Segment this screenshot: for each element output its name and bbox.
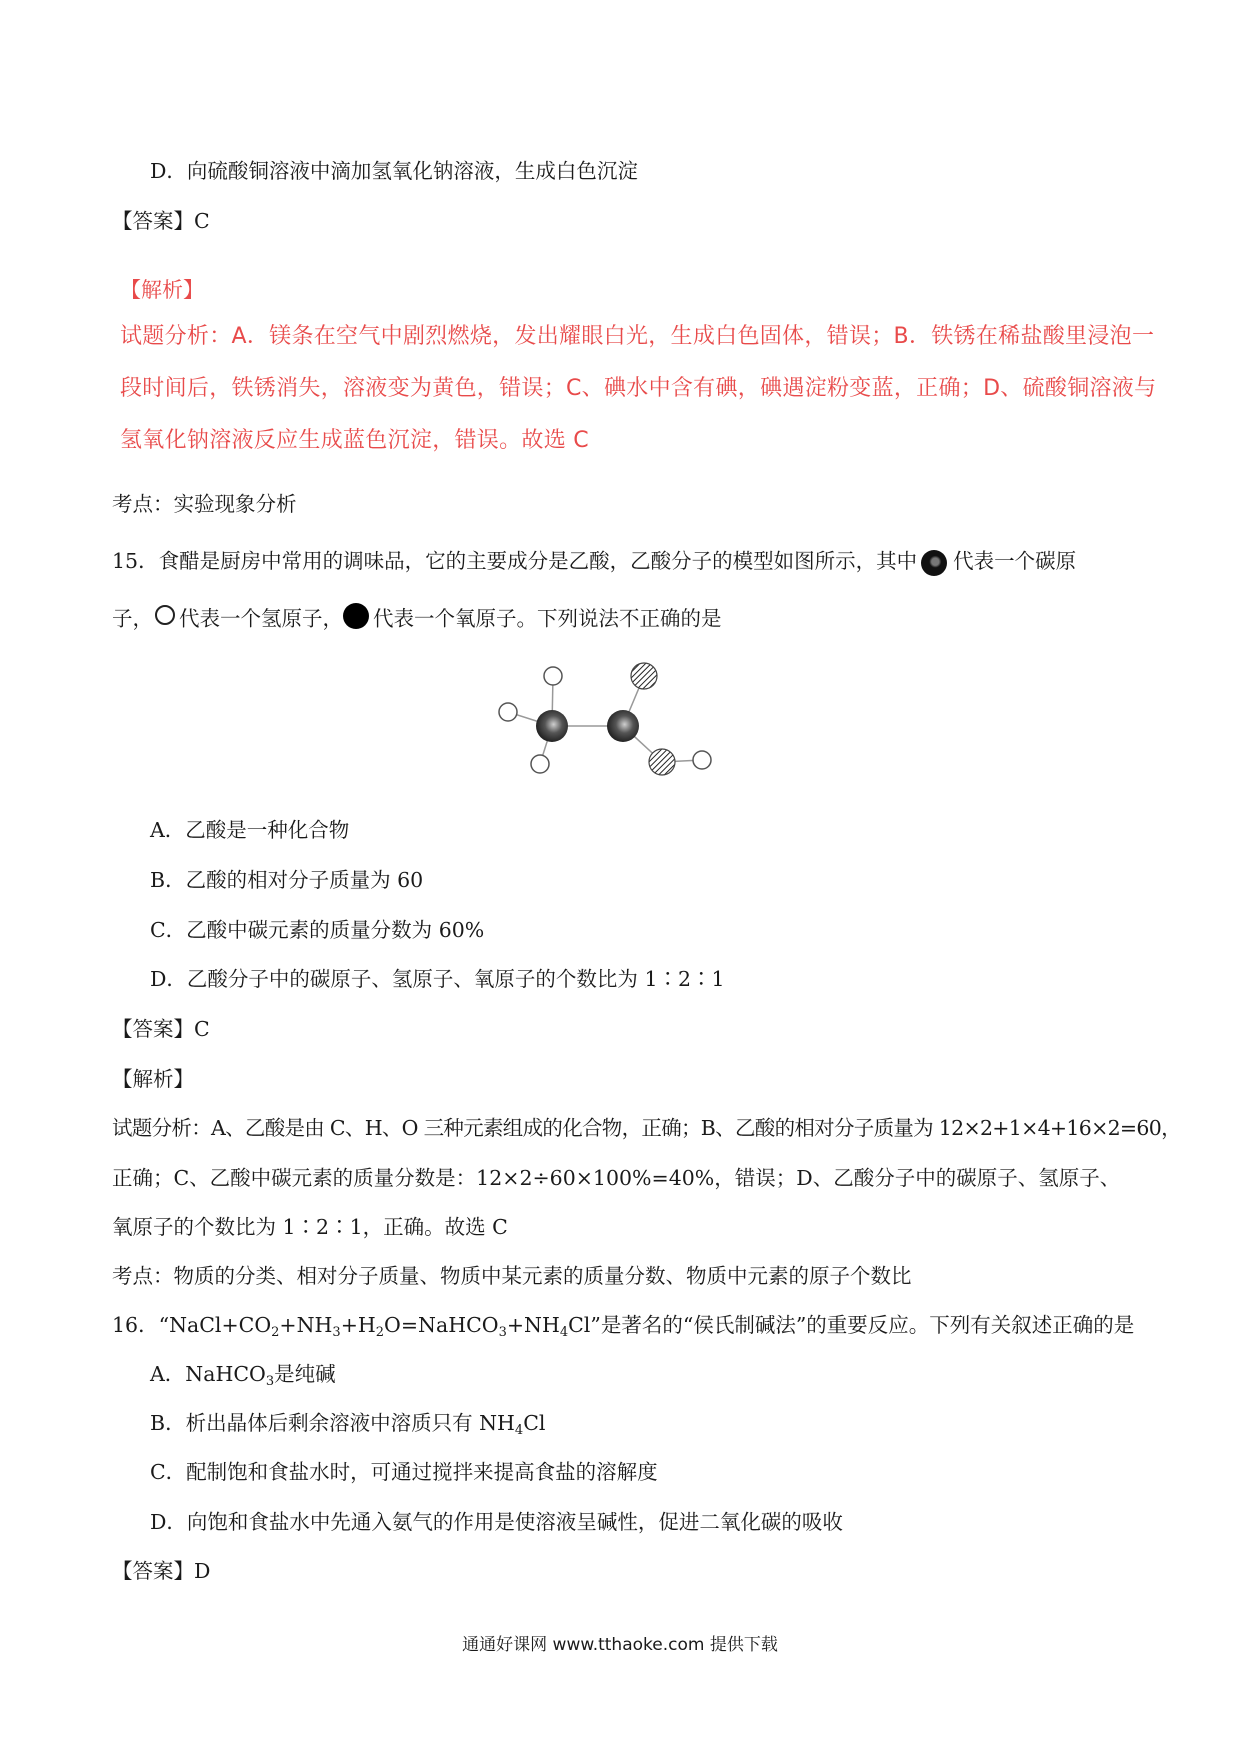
- q15-stem-line1: [112, 546, 1076, 576]
- q14-analysis-line: 段时间后，铁锈消失，溶液变为黄色，错误；C、碘水中含有碘，碘遇淀粉变蓝，正确；D、硫酸铜溶液与: [120, 376, 1157, 401]
- molecule-hydrogen-atom: [499, 703, 517, 721]
- q14-kaodian: 考点：实验现象分析: [112, 492, 297, 516]
- molecule-hydrogen-atom: [544, 667, 562, 685]
- page-footer: 通通好课网 www.tthaoke.com 提供下载: [462, 1635, 778, 1655]
- q16-stem-text: O=NaHCO: [384, 1313, 499, 1337]
- molecule-oxygen-atom: [649, 749, 675, 775]
- q16-option-text: 是纯碱: [274, 1362, 336, 1386]
- subscript: 3: [265, 1374, 275, 1389]
- q16-option-text: A．NaHCO: [150, 1362, 266, 1386]
- subscript: 4: [559, 1325, 569, 1340]
- q16-answer: 【答案】D: [112, 1559, 211, 1583]
- q15-option-c: C．乙酸中碳元素的质量分数为 60%: [150, 918, 485, 942]
- q14-option-d: D．向硫酸铜溶液中滴加氢氧化钠溶液，生成白色沉淀: [150, 159, 638, 183]
- q16-stem-text: +NH: [506, 1313, 560, 1337]
- q14-analysis-head: 【解析】: [120, 278, 204, 302]
- q16-option-d: D．向饱和食盐水中先通入氨气的作用是使溶液呈碱性，促进二氧化碳的吸收: [150, 1510, 843, 1534]
- q15-option-d: D．乙酸分子中的碳原子、氢原子、氧原子的个数比为 1∶2∶1: [150, 967, 725, 991]
- q15-analysis-line: 氧原子的个数比为 1∶2∶1，正确。故选 C: [112, 1215, 508, 1239]
- q16-stem-text: +NH: [279, 1313, 333, 1337]
- q15-answer: 【答案】C: [112, 1017, 210, 1041]
- hydrogen-atom-icon: [155, 605, 175, 625]
- q15-stem-text: 子，: [112, 606, 153, 631]
- subscript: 2: [271, 1325, 280, 1340]
- molecule-carbon-atom: [536, 710, 568, 742]
- subscript: 3: [498, 1325, 507, 1340]
- q15-stem-text: 代表一个氢原子，: [179, 606, 343, 631]
- q15-analysis-line: 试题分析：A、乙酸是由 C、H、O 三种元素组成的化合物，正确；B、乙酸的相对分子质量为 12×2+1×4+16×2=60，: [112, 1116, 1181, 1140]
- subscript: 4: [514, 1423, 524, 1438]
- q16-stem: [112, 1310, 1134, 1340]
- q14-analysis-line: 氢氧化钠溶液反应生成蓝色沉淀，错误。故选 C: [120, 428, 589, 453]
- q15-analysis-line: 正确；C、乙酸中碳元素的质量分数是：12×2÷60×100%=40%，错误；D、乙酸分子中的碳原子、氢原子、: [112, 1166, 1121, 1190]
- q15-stem-line2: [112, 603, 722, 637]
- q16-stem-text: 16．“NaCl+CO: [112, 1313, 272, 1337]
- q15-option-a: A．乙酸是一种化合物: [150, 818, 350, 842]
- oxygen-atom-icon: [343, 603, 369, 629]
- q16-stem-text: +H: [340, 1313, 376, 1337]
- molecule-hydrogen-atom: [531, 755, 549, 773]
- q14-analysis-line: 试题分析：A．镁条在空气中剧烈燃烧，发出耀眼白光，生成白色固体，错误；B．铁锈在稀盐酸里浸泡一: [120, 324, 1155, 349]
- molecule-hydrogen-atom: [693, 751, 711, 769]
- q14-answer: 【答案】C: [112, 209, 210, 233]
- q16-option-c: C．配制饱和食盐水时，可通过搅拌来提高食盐的溶解度: [150, 1460, 658, 1484]
- q16-option-text: Cl: [523, 1411, 546, 1435]
- q16-stem-text: Cl”是著名的“侯氏制碱法”的重要反应。下列有关叙述正确的是: [568, 1313, 1135, 1337]
- q15-kaodian: 考点：物质的分类、相对分子质量、物质中某元素的质量分数、物质中元素的原子个数比: [112, 1264, 912, 1288]
- subscript: 2: [375, 1325, 385, 1340]
- acetic-acid-molecule-model: [490, 660, 730, 790]
- q15-option-b: B．乙酸的相对分子质量为 60: [150, 868, 424, 892]
- q15-analysis-head: 【解析】: [112, 1067, 194, 1091]
- q16-option-text: B．析出晶体后剩余溶液中溶质只有 NH: [150, 1411, 515, 1435]
- q15-stem-text: 15．食醋是厨房中常用的调味品，它的主要成分是乙酸，乙酸分子的模型如图所示，其中: [112, 549, 918, 573]
- molecule-bonds: [508, 676, 702, 764]
- carbon-atom-icon: [921, 550, 947, 576]
- q16-option-a: [150, 1359, 336, 1389]
- q15-stem-text: 代表一个碳原: [953, 549, 1077, 573]
- q16-option-b: [150, 1408, 545, 1438]
- molecule-carbon-atom: [607, 710, 639, 742]
- q15-stem-text: 代表一个氧原子。下列说法不正确的是: [373, 606, 722, 631]
- molecule-oxygen-atom: [631, 663, 657, 689]
- subscript: 3: [332, 1325, 341, 1340]
